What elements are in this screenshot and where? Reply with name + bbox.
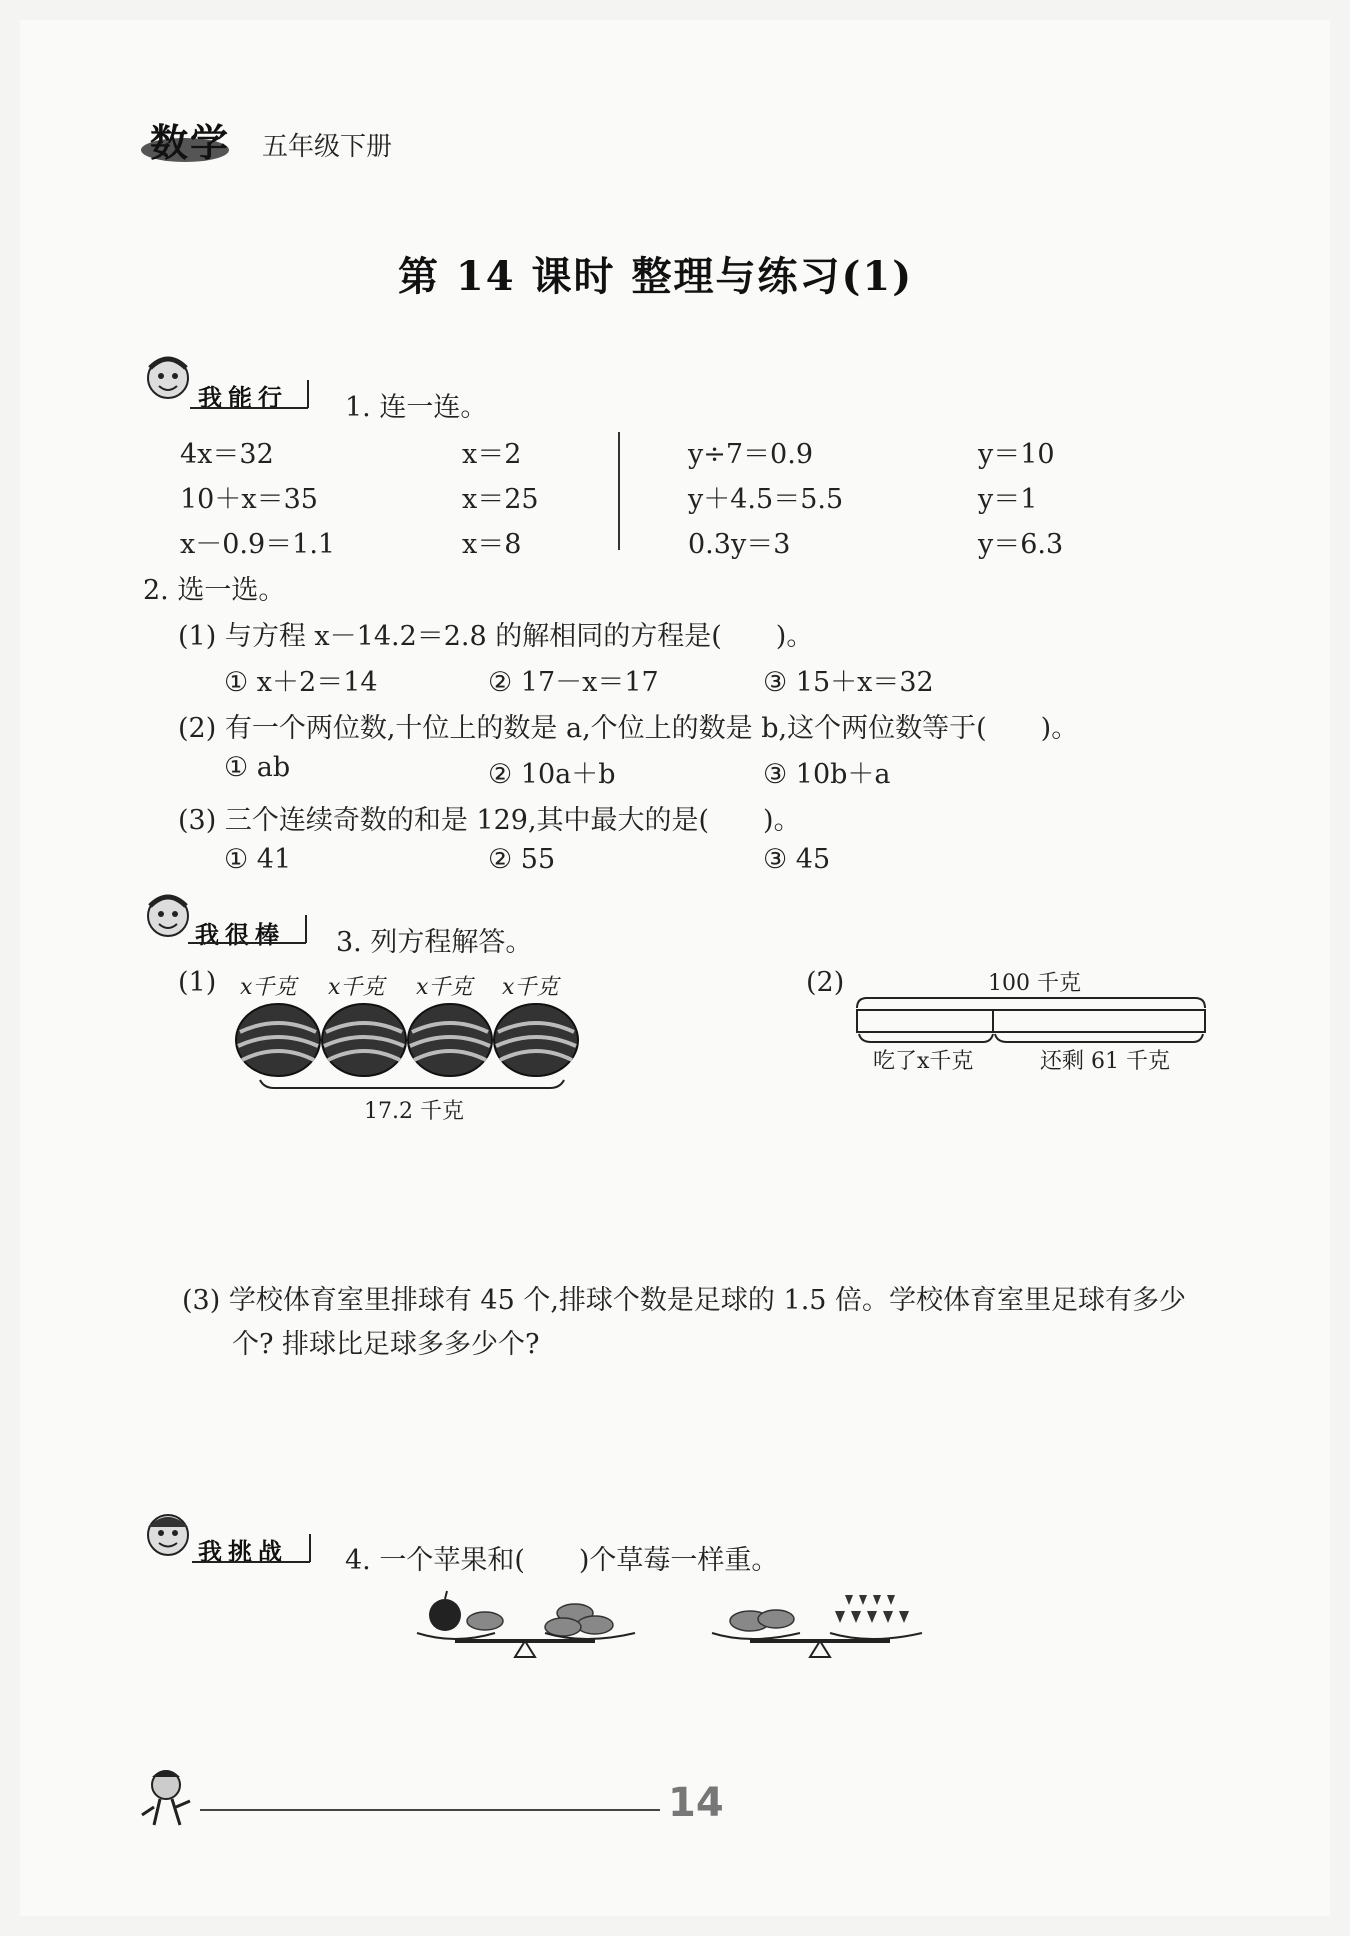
q2-stem-1: (1) 与方程 x－14.2＝2.8 的解相同的方程是( )。 <box>178 621 814 652</box>
q1-right-eq-3: 0.3y＝3 <box>688 529 791 560</box>
q3-prompt: 3. 列方程解答。 <box>336 927 533 958</box>
q3-p1-total: 17.2 千克 <box>364 1099 464 1124</box>
q2-2-option-3: ③ 10b＋a <box>763 759 891 790</box>
footer-mascot-icon <box>140 1765 200 1835</box>
q3-p1-label: (1) <box>178 967 217 998</box>
q1-right-eq-1: y÷7＝0.9 <box>688 439 813 470</box>
q3-p3-line-2: 个? 排球比足球多多少个? <box>232 1329 540 1360</box>
q1-left-ans-1: x＝2 <box>462 439 522 470</box>
q1-right-ans-2: y＝1 <box>978 484 1038 515</box>
worksheet-page <box>20 20 1330 1916</box>
mango-icon <box>758 1610 794 1628</box>
q2-2-option-2: ② 10a＋b <box>488 759 616 790</box>
q3-p2-right: 还剩 61 千克 <box>1040 1049 1170 1074</box>
badge-label-2: 我很棒 <box>195 921 285 949</box>
badge-label-3: 我挑战 <box>198 1538 288 1566</box>
header-grade: 五年级下册 <box>262 132 393 162</box>
watermelon-icon <box>494 1004 578 1076</box>
badge-underline-3 <box>192 1534 312 1564</box>
q1-left-eq-1: 4x＝32 <box>180 439 274 470</box>
mango-icon <box>577 1616 613 1634</box>
q2-3-option-1: ① 41 <box>224 844 292 875</box>
q2-1-option-3: ③ 15＋x＝32 <box>763 667 934 698</box>
mascot-boy-icon <box>140 1505 196 1565</box>
q2-stem-3: (3) 三个连续奇数的和是 129,其中最大的是( )。 <box>178 805 801 836</box>
balance-scale-1 <box>415 1585 645 1665</box>
q4-prompt: 4. 一个苹果和( )个草莓一样重。 <box>345 1545 779 1576</box>
badge-underline-1 <box>190 380 310 410</box>
page-number: 14 <box>668 1780 724 1826</box>
q1-prompt: 1. 连一连。 <box>345 392 488 423</box>
mascot-girl-icon <box>140 350 196 410</box>
badge-underline-2 <box>188 915 308 945</box>
q3-p2-left: 吃了x千克 <box>873 1049 974 1074</box>
q3-p1-unit-4: x千克 <box>502 975 559 1000</box>
watermelon-icon <box>408 1004 492 1076</box>
q3-p2-label: (2) <box>806 967 845 998</box>
q1-left-eq-2: 10＋x＝35 <box>180 484 318 515</box>
watermelon-icon <box>236 1004 320 1076</box>
footer-rule <box>200 1808 660 1812</box>
watermelon-icon <box>322 1004 406 1076</box>
q2-1-option-2: ② 17－x＝17 <box>488 667 659 698</box>
q2-3-option-2: ② 55 <box>488 844 556 875</box>
q2-prompt: 2. 选一选。 <box>143 575 286 606</box>
q2-3-option-3: ③ 45 <box>763 844 831 875</box>
q1-right-ans-1: y＝10 <box>978 439 1055 470</box>
q1-right-eq-2: y＋4.5＝5.5 <box>688 484 844 515</box>
q3-p3-line-1: (3) 学校体育室里排球有 45 个,排球个数是足球的 1.5 倍。学校体育室里足球有多少 <box>182 1285 1187 1316</box>
q1-left-ans-2: x＝25 <box>462 484 539 515</box>
q1-left-eq-3: x－0.9＝1.1 <box>180 529 336 560</box>
mango-icon <box>467 1612 503 1630</box>
lesson-title: 第 14 课时 整理与练习(1) <box>398 253 914 300</box>
q3-p1-unit-2: x千克 <box>328 975 385 1000</box>
q3-p1-unit-3: x千克 <box>416 975 473 1000</box>
apple-icon <box>429 1591 461 1631</box>
q3-p1-unit-1: x千克 <box>240 975 297 1000</box>
badge-label-1: 我能行 <box>198 384 288 412</box>
mango-icon <box>545 1618 581 1636</box>
q1-divider <box>617 432 621 552</box>
balance-scale-2 <box>710 1585 940 1665</box>
q2-2-option-1: ① ab <box>224 752 291 783</box>
q1-left-ans-3: x＝8 <box>462 529 522 560</box>
header-subject: 数学 <box>150 121 231 165</box>
q2-stem-2: (2) 有一个两位数,十位上的数是 a,个位上的数是 b,这个两位数等于( )。 <box>178 713 1079 744</box>
q1-right-ans-3: y＝6.3 <box>978 529 1064 560</box>
q3-p2-total: 100 千克 <box>988 971 1081 996</box>
q2-1-option-1: ① x＋2＝14 <box>224 667 378 698</box>
strawberry-icon <box>835 1595 909 1623</box>
